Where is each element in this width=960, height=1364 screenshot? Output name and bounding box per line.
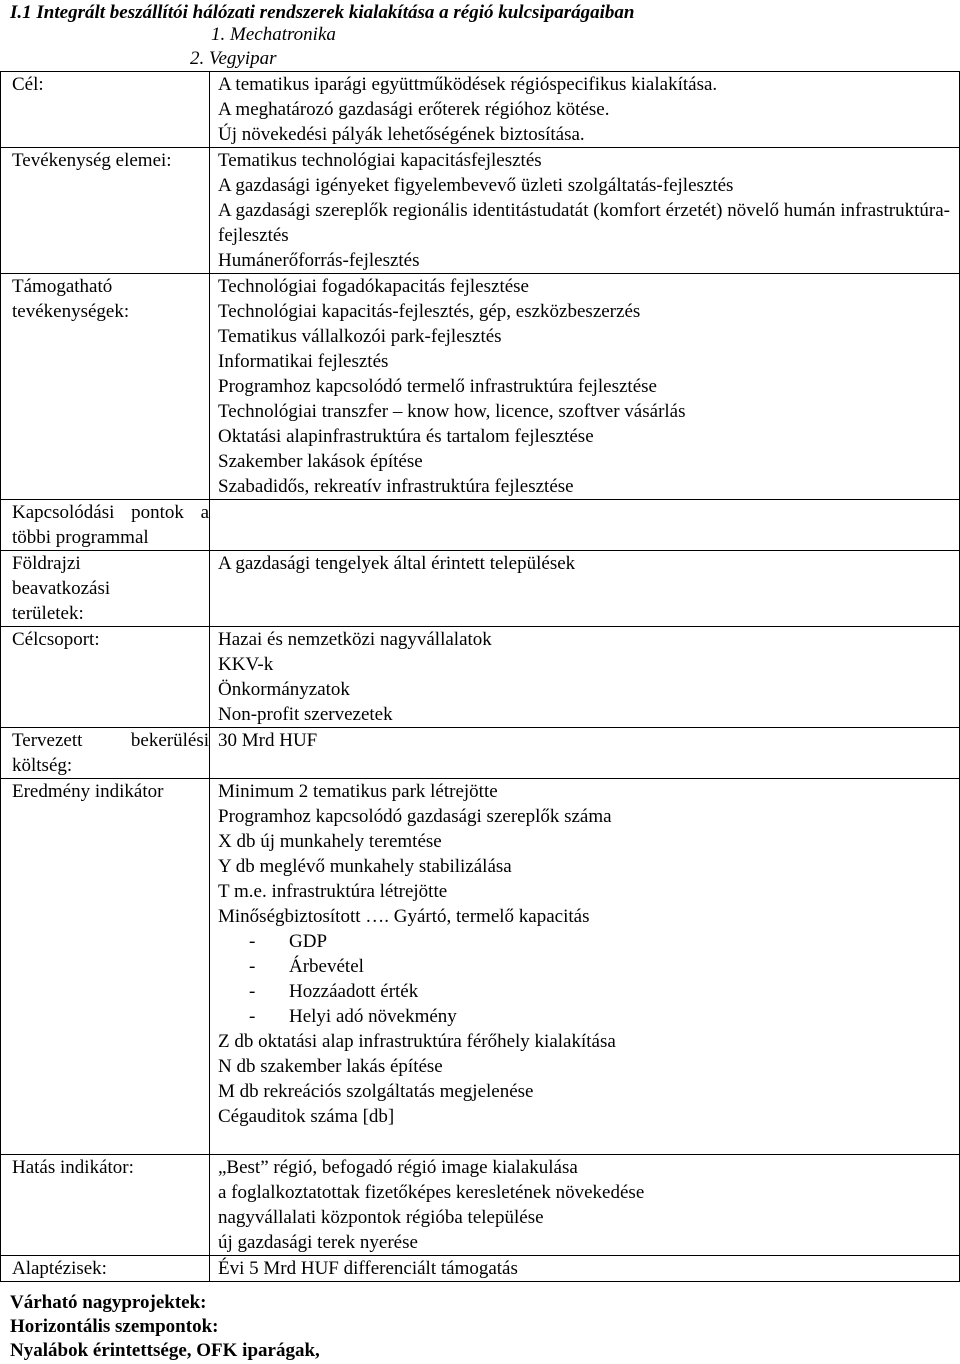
- tevekenyseg-line-3: A gazdasági szereplők regionális identitástudatát (komfort érzetét) növelő humán infrastruktúra-fejlesztés: [218, 200, 950, 246]
- tevekenyseg-line-4: Humánerőforrás-fejlesztés: [218, 250, 420, 271]
- subtitle-vegyipar: 2. Vegyipar: [190, 48, 277, 69]
- value-tamogathato: [210, 274, 960, 500]
- eredmeny-line-5: T m.e. infrastruktúra létrejötte: [218, 881, 448, 902]
- cel-line-1: A tematikus iparági együttműködések régióspecifikus kialakítása.: [218, 74, 718, 95]
- value-celcsoport: [210, 627, 960, 728]
- tamogathato-line-3: Tematikus vállalkozói park-fejlesztés: [218, 326, 502, 347]
- label-cel: Cél:: [1, 72, 210, 148]
- bullet-dash: -: [249, 931, 256, 952]
- label-eredmeny: Eredmény indikátor: [1, 779, 210, 1155]
- bullet-text: Árbevétel: [289, 956, 364, 977]
- document-title: I.1 Integrált beszállítói hálózati rendszerek kialakítása a régió kulcsiparágaiban: [10, 2, 635, 23]
- celcsoport-line-3: Önkormányzatok: [218, 679, 350, 700]
- hatas-line-4: új gazdasági terek nyerése: [218, 1232, 418, 1253]
- celcsoport-line-1: Hazai és nemzetközi nagyvállalatok: [218, 629, 492, 650]
- bullet-dash: -: [249, 981, 256, 1002]
- value-tevekenyseg: [210, 148, 960, 274]
- label-tamogathato: Támogatható tevékenységek:: [1, 274, 210, 500]
- value-alaptezisek: [210, 1256, 960, 1282]
- bullet-text: Hozzáadott érték: [289, 981, 419, 1002]
- tamogathato-line-1: Technológiai fogadókapacitás fejlesztése: [218, 276, 529, 297]
- value-eredmeny: [210, 779, 960, 1155]
- bullet-dash: -: [249, 1006, 256, 1027]
- label-alaptezisek: Alaptézisek:: [1, 1256, 210, 1282]
- bullet-item-hozzaadott-ertek: [218, 979, 950, 1004]
- row-foldrajzi: [1, 551, 960, 627]
- subtitle-mechatronika: 1. Mechatronika: [211, 24, 336, 45]
- foldrajzi-label-text: Földrajzi beavatkozási területek:: [12, 553, 111, 624]
- label-kapcsolodasi: Kapcsolódási pontok a többi programmal: [1, 500, 210, 551]
- eredmeny-line-1: Minimum 2 tematikus park létrejötte: [218, 781, 498, 802]
- eredmeny-spacer: [218, 1129, 950, 1154]
- alaptezisek-line-1: Évi 5 Mrd HUF differenciált támogatás: [218, 1258, 518, 1279]
- tamogathato-line-5: Programhoz kapcsolódó termelő infrastruktúra fejlesztése: [218, 376, 657, 397]
- eredmeny-line-2: Programhoz kapcsolódó gazdasági szereplők száma: [218, 806, 612, 827]
- eredmeny-line-7: Z db oktatási alap infrastruktúra férőhely kialakítása: [218, 1031, 616, 1052]
- bullet-text: Helyi adó növekmény: [289, 1006, 457, 1027]
- tamogathato-line-6: Technológiai transzfer – know how, licence, szoftver vásárlás: [218, 401, 686, 422]
- value-kapcsolodasi: [210, 500, 960, 551]
- eredmeny-line-9: M db rekreációs szolgáltatás megjelenése: [218, 1081, 534, 1102]
- value-foldrajzi: [210, 551, 960, 627]
- celcsoport-line-2: KKV-k: [218, 654, 274, 675]
- footer-horizontalis: Horizontális szempontok:: [10, 1316, 219, 1337]
- hatas-line-2: a foglalkoztatottak fizetőképes keresletének növekedése: [218, 1182, 645, 1203]
- eredmeny-line-3: X db új munkahely teremtése: [218, 831, 442, 852]
- row-cel: [1, 72, 960, 148]
- row-kapcsolodasi: [1, 500, 960, 551]
- eredmeny-line-6: Minőségbiztosított …. Gyártó, termelő kapacitás: [218, 906, 590, 927]
- bullet-item-gdp: [218, 929, 950, 954]
- eredmeny-line-10: Cégauditok száma [db]: [218, 1106, 395, 1127]
- row-koltseg: [1, 728, 960, 779]
- row-tamogathato: [1, 274, 960, 500]
- tevekenyseg-line-2: A gazdasági igényeket figyelembevevő üzleti szolgáltatás-fejlesztés: [218, 175, 734, 196]
- bullet-item-helyi-ado: [218, 1004, 950, 1029]
- label-tevekenyseg: Tevékenység elemei:: [1, 148, 210, 274]
- row-tevekenyseg: [1, 148, 960, 274]
- foldrajzi-line-1: A gazdasági tengelyek által érintett települések: [218, 553, 576, 574]
- label-celcsoport: Célcsoport:: [1, 627, 210, 728]
- row-alaptezisek: [1, 1256, 960, 1282]
- cel-line-2: A meghatározó gazdasági erőterek régióhoz kötése.: [218, 99, 610, 120]
- tamogathato-line-9: Szabadidős, rekreatív infrastruktúra fejlesztése: [218, 476, 574, 497]
- label-foldrajzi: [1, 551, 210, 627]
- value-koltseg: [210, 728, 960, 779]
- footer-nyalabok: Nyalábok érintettsége, OFK iparágak,: [10, 1340, 320, 1361]
- tamogathato-line-4: Informatikai fejlesztés: [218, 351, 389, 372]
- row-hatas: [1, 1155, 960, 1256]
- label-koltseg: Tervezett bekerülési költség:: [1, 728, 210, 779]
- bullet-item-arbevetel: [218, 954, 950, 979]
- cel-line-3: Új növekedési pályák lehetőségének biztosítása.: [218, 124, 585, 145]
- tamogathato-line-8: Szakember lakások építése: [218, 451, 423, 472]
- bullet-text: GDP: [289, 931, 328, 952]
- row-celcsoport: [1, 627, 960, 728]
- tamogathato-line-7: Oktatási alapinfrastruktúra és tartalom fejlesztése: [218, 426, 594, 447]
- row-eredmeny: [1, 779, 960, 1155]
- eredmeny-line-4: Y db meglévő munkahely stabilizálása: [218, 856, 512, 877]
- tamogathato-line-2: Technológiai kapacitás-fejlesztés, gép, eszközbeszerzés: [218, 301, 641, 322]
- koltseg-line-1: 30 Mrd HUF: [218, 730, 318, 751]
- value-cel: [210, 72, 960, 148]
- hatas-line-3: nagyvállalati központok régióba települése: [218, 1207, 544, 1228]
- label-hatas: Hatás indikátor:: [1, 1155, 210, 1256]
- eredmeny-line-8: N db szakember lakás építése: [218, 1056, 443, 1077]
- bullet-dash: -: [249, 956, 256, 977]
- program-table: [0, 71, 960, 1282]
- celcsoport-line-4: Non-profit szervezetek: [218, 704, 393, 725]
- footer-nagyprojektek: Várható nagyprojektek:: [10, 1292, 207, 1313]
- tevekenyseg-line-1: Tematikus technológiai kapacitásfejlesztés: [218, 150, 542, 171]
- hatas-line-1: „Best” régió, befogadó régió image kialakulása: [218, 1157, 578, 1178]
- value-hatas: [210, 1155, 960, 1256]
